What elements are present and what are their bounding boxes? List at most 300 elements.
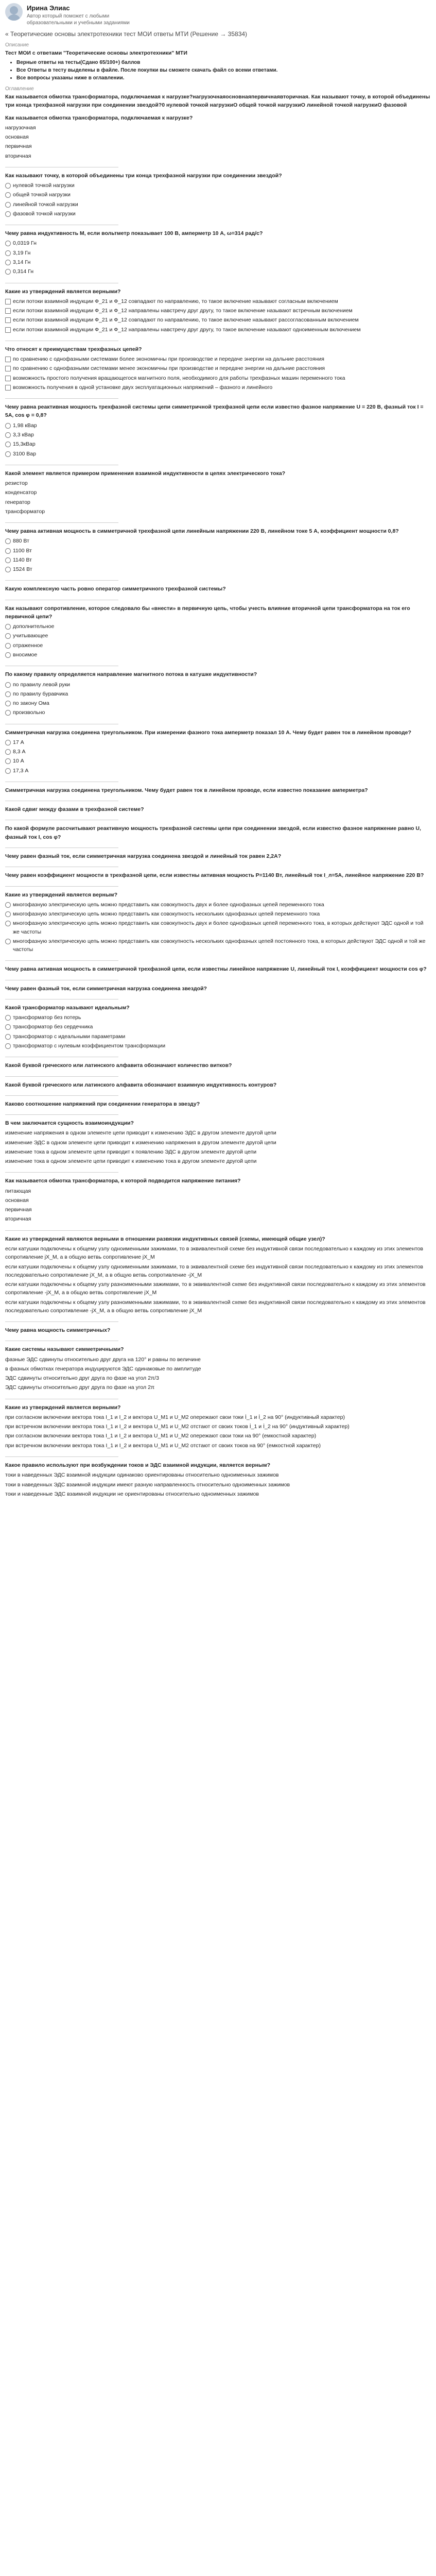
- answer-divider: [5, 815, 118, 820]
- radio-icon[interactable]: [5, 442, 11, 447]
- answer-option[interactable]: [5, 383, 431, 392]
- answer-option-label: дополнительное: [13, 623, 55, 630]
- question-text: Какие из утверждений являются верными в отношении развязки индуктивных связей (схемы, имеющей общие узел)?: [5, 1235, 325, 1242]
- answer-option[interactable]: [5, 1032, 431, 1041]
- question-text: Какие из утверждений является верными?: [5, 288, 121, 295]
- answer-option-label: 3100 Вар: [13, 450, 36, 457]
- question-text: Чему равна активная мощность в симметричной трехфазной цепи, если известны линейное напряжение U, линейный ток I, коэффициент мощности cos φ?: [5, 966, 427, 973]
- radio-icon[interactable]: [5, 1034, 11, 1040]
- answer-option-label: при согласном включении вектора тока I_1 и I_2 и вектора U_M1 и U_M2 опережают свои токи на 90° (емкостной характер): [5, 1433, 317, 1439]
- answer-option[interactable]: [5, 297, 431, 306]
- answer-option[interactable]: [5, 190, 431, 199]
- answer-divider: [5, 795, 118, 801]
- answer-option-label: в фазных обмотках генератора индуцируются ЭДС одинаковые по амплитуде: [5, 1365, 201, 1372]
- answer-divider: [5, 1335, 118, 1341]
- question-text: Чему равна мощность симметричных?: [5, 1327, 111, 1334]
- checkbox-icon[interactable]: [5, 357, 11, 362]
- question-text: Каково соотношение напряжений при соединении генератора в звезду?: [5, 1100, 200, 1107]
- answer-option-label: многофазную электрическую цепь можно представить как совокупность двух и более однофазных цепей переменного тока: [13, 901, 324, 908]
- answer-divider: [5, 1052, 118, 1057]
- answer-option[interactable]: [5, 1196, 431, 1205]
- answer-option[interactable]: [5, 546, 431, 555]
- answer-option-label: 1100 Вт: [13, 547, 32, 554]
- answer-option-label: учитывающее: [13, 633, 48, 639]
- answer-divider: [5, 776, 118, 782]
- answer-option-label: 880 Вт: [13, 538, 29, 545]
- answer-option-label: фазные ЭДС сдвинуты относительно друг друга на 120° и равны по величине: [5, 1356, 201, 1363]
- answer-option-label: многофазную электрическую цепь можно представить как совокупность нескольких однофазных цепей переменного тока: [13, 911, 320, 918]
- answer-option[interactable]: [5, 267, 431, 276]
- question-text: Какой буквой греческого или латинского алфавита обозначают взаимную индуктивность контуров?: [5, 1081, 277, 1088]
- answer-option[interactable]: [5, 1138, 431, 1147]
- question-block: [5, 172, 431, 225]
- answer-option-label: нагрузочная: [5, 124, 36, 131]
- answer-divider: [5, 595, 118, 600]
- radio-icon[interactable]: [5, 260, 11, 265]
- answer-option[interactable]: [5, 1413, 431, 1422]
- answer-option[interactable]: [5, 123, 431, 132]
- answer-option[interactable]: [5, 650, 431, 659]
- question-block: [5, 824, 431, 848]
- checkbox-icon[interactable]: [5, 366, 11, 371]
- question-block: [5, 871, 431, 886]
- toc-label: Оглавление: [5, 86, 34, 92]
- description-bullets: [5, 59, 431, 82]
- question-block: [5, 527, 431, 581]
- answer-option[interactable]: [5, 1262, 431, 1280]
- answer-divider: [5, 162, 118, 167]
- answer-divider: [5, 1090, 118, 1096]
- answer-option[interactable]: [5, 1298, 431, 1316]
- answer-option-label: ЭДС сдвинуты относительно друг друга по фазе на угол 2π: [5, 1384, 155, 1391]
- checkbox-icon[interactable]: [5, 327, 11, 333]
- answer-option[interactable]: [5, 756, 431, 766]
- answer-option-label: трансформатор: [5, 508, 45, 515]
- radio-icon[interactable]: [5, 202, 11, 208]
- answer-option-label: 10 А: [13, 758, 24, 765]
- answer-option[interactable]: [5, 1364, 431, 1374]
- answer-option[interactable]: [5, 1022, 431, 1031]
- question-block: [5, 1461, 431, 1499]
- answer-option[interactable]: [5, 747, 431, 756]
- answer-option-label: возможность простого получения вращающегося магнитного поля, необходимого для работы трехфазных машин переменного тока: [13, 375, 345, 381]
- answer-option-label: 3,3 кВар: [13, 431, 34, 438]
- answer-option-label: произвольно: [13, 709, 45, 716]
- radio-icon[interactable]: [5, 643, 11, 649]
- answer-option-label: 8,3 А: [13, 749, 26, 755]
- answer-option-label: вторичная: [5, 1216, 31, 1223]
- answer-option[interactable]: [5, 738, 431, 747]
- radio-icon[interactable]: [5, 939, 11, 944]
- author-description: Автор который поможет с любыми образовательными и учебными заданиями: [27, 13, 130, 26]
- answer-option[interactable]: [5, 555, 431, 565]
- answer-option[interactable]: [5, 708, 431, 717]
- description-title: Тест МОИ с ответами "Теоретические основы электротехники" МТИ: [5, 50, 187, 57]
- radio-icon[interactable]: [5, 183, 11, 189]
- radio-icon[interactable]: [5, 211, 11, 217]
- question-block: [5, 1004, 431, 1057]
- answer-option[interactable]: [5, 536, 431, 546]
- answer-option[interactable]: [5, 1441, 431, 1450]
- answer-divider: [5, 861, 118, 867]
- question-text: Как называется обмотка трансформатора, подключаемая к нагрузке?нагрузочнаяосновнаяпервичнаявторичная. Как называют точку, в которой объединены три конца трехфазной нагрузки при соединении звездой?0 нулевой точкой нагрузкиО общей точкой нагрузкиО линейной точкой нагрузкиО фазовой: [5, 94, 430, 109]
- question-text: Какой буквой греческого или латинского алфавита обозначают количество витков?: [5, 1062, 232, 1069]
- answer-option[interactable]: [5, 919, 431, 937]
- answer-option[interactable]: [5, 239, 431, 248]
- question-block: [5, 1061, 431, 1076]
- answer-option[interactable]: [5, 1128, 431, 1138]
- question-text: Какие из утверждений является верным?: [5, 891, 117, 898]
- answer-option-label: токи и наведенные ЭДС взаимной индукции не ориентированы относительно одноименных зажимов: [5, 1490, 259, 1497]
- question-text: Чему равна активная мощность в симметричной трехфазной цепи линейным напряжении 220 В, линейном токе 5 А, коэффициент мощности 0,8?: [5, 528, 399, 535]
- answer-option-label: по правилу буравчика: [13, 690, 68, 697]
- answer-option[interactable]: [5, 1157, 431, 1166]
- answer-option-label: изменение напряжения в одном элементе цепи приводит к изменению ЭДС в другом элементе другой цепи: [5, 1130, 276, 1137]
- answer-option-label: при встречном включении вектора тока I_1 и I_2 и вектора U_M1 и U_M2 отстают от своих токов İ_1 и İ_2 на 90° (индуктивный характер): [5, 1423, 350, 1430]
- question-text: Симметричная нагрузка соединена треугольником. При измерении фазного тока амперметр показал 10 А. Чему будет равен ток в линейном проводе?: [5, 729, 411, 736]
- radio-icon[interactable]: [5, 250, 11, 256]
- radio-icon[interactable]: [5, 538, 11, 544]
- question-block: [5, 670, 431, 724]
- answer-option[interactable]: [5, 766, 431, 775]
- answer-option-label: 0,314 Гн: [13, 268, 34, 275]
- question-block: [5, 1081, 431, 1096]
- answer-option[interactable]: [5, 1013, 431, 1022]
- radio-icon[interactable]: [5, 921, 11, 926]
- answer-divider: [5, 955, 118, 961]
- question-block: [5, 786, 431, 801]
- answer-option[interactable]: [5, 699, 431, 708]
- question-text: Симметричная нагрузка соединена треугольником. Чему будет равен ток в линейном проводе, если известно показание амперметра?: [5, 787, 368, 793]
- answer-divider: [5, 1451, 118, 1457]
- radio-icon[interactable]: [5, 557, 11, 563]
- radio-icon[interactable]: [5, 768, 11, 774]
- question-block: [5, 805, 431, 820]
- answer-option-label: если катушки подключены к общему узлу разноименными зажимами, то в эквивалентной схеме без индуктивной связи последовательно к каждому из этих элементов последовательно сопротивление -jX_M, а в общую ветвь сопротивление jX_M: [5, 1299, 426, 1314]
- radio-icon[interactable]: [5, 902, 11, 908]
- radio-icon[interactable]: [5, 624, 11, 630]
- answer-divider: [5, 1109, 118, 1115]
- radio-icon[interactable]: [5, 1043, 11, 1049]
- answer-option-label: 17 А: [13, 739, 24, 745]
- question-block: [5, 469, 431, 523]
- answer-option-label: по сравнению с однофазными системами менее экономичны при производстве и передаче энергии на дальние расстояния: [13, 365, 325, 372]
- radio-icon[interactable]: [5, 701, 11, 706]
- radio-icon[interactable]: [5, 740, 11, 745]
- answer-option[interactable]: [5, 1187, 431, 1196]
- checkbox-icon[interactable]: [5, 317, 11, 323]
- question-block: [5, 1119, 431, 1173]
- answer-option-label: питающая: [5, 1188, 31, 1194]
- question-text: Чему равен фазный ток, если симметричная нагрузка соединена звездой и линейный ток равен 2,2А?: [5, 853, 282, 859]
- question-text: Что относят к преимуществам трехфазных цепей?: [5, 346, 142, 352]
- answer-option-label: основная: [5, 134, 29, 141]
- description-bullet: • Верные ответы на тесты(Сдано 65/100+) баллов: [16, 59, 431, 66]
- answer-option-label: 17,3 А: [13, 767, 29, 774]
- answer-divider: [5, 219, 118, 225]
- answer-option[interactable]: [5, 1431, 431, 1440]
- answer-option-label: изменение тока в одном элементе цепи приводит к появлению ЭДС в другом элементе другой цепи: [5, 1148, 257, 1155]
- answer-option[interactable]: [5, 1355, 431, 1364]
- answer-option-label: резистор: [5, 480, 28, 487]
- answer-option-label: трансформатор без сердечника: [13, 1024, 93, 1030]
- answer-option-label: основная: [5, 1197, 29, 1204]
- answer-option[interactable]: [5, 142, 431, 151]
- answer-option-label: токи в наведенных ЭДС взаимной индукции имеют разную направленность относительно одноименных зажимов: [5, 1481, 290, 1488]
- answer-divider: [5, 393, 118, 399]
- answer-option-label: трансформатор с идеальными параметрами: [13, 1033, 126, 1040]
- answer-option-label: если катушки подключены к общему узлу одноименными зажимами, то в эквивалентной схеме без индуктивной связи последовательно к каждому из этих элементов последовательно сопротивление jX_M, а в общую ветвь сопротивление -jX_M: [5, 1263, 423, 1278]
- question-text: Чему равна индуктивность М, если вольтметр показывает 100 В, амперметр 10 А, ω=314 рад/с?: [5, 230, 263, 237]
- answer-option[interactable]: [5, 680, 431, 689]
- answer-option[interactable]: [5, 315, 431, 325]
- checkbox-icon[interactable]: [5, 376, 11, 381]
- question-text: Какие из утверждений является верными?: [5, 1404, 121, 1411]
- document-title: « Теоретические основы электротехники тест МОИ ответы МТИ (Решение → 35834): [5, 30, 248, 38]
- answer-option[interactable]: [5, 689, 431, 699]
- question-text: Чему равен фазный ток, если симметричная нагрузка соединена звездой?: [5, 985, 207, 992]
- answer-option[interactable]: [5, 258, 431, 267]
- answer-option[interactable]: [5, 209, 431, 218]
- question-text: Какой трансформатор называют идеальным?: [5, 1004, 130, 1011]
- question-block: [5, 345, 431, 399]
- answer-option-label: если потоки взаимной индукции Ф_21 и Ф_12 направлены навстречу друг другу, то такое включение называют одноименным включением: [13, 326, 361, 333]
- answer-divider: [5, 1167, 118, 1173]
- answer-option-label: по закону Ома: [13, 700, 49, 707]
- answer-option[interactable]: [5, 1374, 431, 1383]
- author-header: [5, 3, 431, 26]
- answer-option[interactable]: [5, 498, 431, 507]
- answer-option-label: возможность получения в одной установке двух эксплуатационных напряжений – фазного и линейного: [13, 384, 273, 391]
- answer-option-label: при встречном включении вектора тока I_1 и I_2 и вектора U_M1 и U_M2 отстают от своих токов на 90° (емкостной характер): [5, 1442, 321, 1449]
- answer-option-label: фазовой точкой нагрузки: [13, 210, 76, 217]
- checkbox-icon[interactable]: [5, 385, 11, 391]
- question-text: Какой элемент является примером применения взаимной индуктивности в цепях электрического тока?: [5, 470, 286, 477]
- answer-divider: [5, 719, 118, 724]
- answer-option[interactable]: [5, 1470, 431, 1480]
- answer-divider: [5, 1071, 118, 1077]
- answer-option-label: по правилу левой руки: [13, 681, 71, 688]
- description-bullet: • Все Ответы в тесту выделены в файле. После покупки вы сможете скачать файл со всеми ответами.: [16, 66, 431, 74]
- question-text: Как называют точку, в которой объединены три конца трехфазной нагрузки при соединении звездой?: [5, 172, 282, 179]
- answer-option[interactable]: [5, 1214, 431, 1224]
- question-block: [5, 604, 431, 667]
- question-text: Какие системы называют симметричными?: [5, 1346, 124, 1353]
- answer-option-label: трансформатор с нулевым коэффициентом трансформации: [13, 1042, 166, 1049]
- question-block: [5, 728, 431, 782]
- question-block: [5, 891, 431, 961]
- radio-icon[interactable]: [5, 749, 11, 755]
- question-block: [5, 585, 431, 600]
- answer-option-label: если потоки взаимной индукции Ф_21 и Ф_12 направлены навстречу друг другу, то такое включение называют встречным включением: [13, 308, 353, 314]
- answer-option[interactable]: [5, 1280, 431, 1298]
- answer-option-label: 3,14 Гн: [13, 259, 31, 265]
- answer-divider: [5, 335, 118, 341]
- radio-icon[interactable]: [5, 1024, 11, 1030]
- question-block: [5, 114, 431, 167]
- radio-icon[interactable]: [5, 710, 11, 716]
- question-text: По какой формуле рассчитывают реактивную мощность трехфазной системы цепи при соединении звездой, если известно фазное напряжение равно U, фазный ток I, cos φ?: [5, 825, 421, 840]
- answer-divider: [5, 842, 118, 848]
- answer-option[interactable]: [5, 200, 431, 209]
- answer-option[interactable]: [5, 631, 431, 640]
- answer-option-label: нулевой точкой нагрузки: [13, 182, 75, 189]
- question-block: [5, 1403, 431, 1457]
- answer-divider: [5, 881, 118, 887]
- question-text: Чему равна реактивная мощность трехфазной системы цепи симметричной трехфазной цепи если известно фазное напряжение U = 220 В, фазный ток I = 5А, cos φ = 0,8?: [5, 404, 424, 419]
- avatar[interactable]: [5, 3, 23, 21]
- question-text: Как называют сопротивление, которое следовало бы «внести» в первичную цепь, чтобы учесть влияние вторичной цепи трансформатора на ток его первичной цепи?: [5, 605, 410, 620]
- radio-icon[interactable]: [5, 423, 11, 429]
- answer-option-label: ЭДС сдвинуты относительно друг друга по фазе на угол 2π/3: [5, 1375, 159, 1382]
- answer-option-label: генератор: [5, 499, 30, 505]
- question-block: [5, 229, 431, 283]
- question-block: [5, 93, 431, 110]
- description-label: Описание: [5, 42, 29, 48]
- question-block: [5, 1326, 431, 1341]
- answer-option[interactable]: [5, 181, 431, 190]
- answer-option[interactable]: [5, 1041, 431, 1050]
- answer-option[interactable]: [5, 479, 431, 488]
- radio-icon[interactable]: [5, 432, 11, 438]
- answer-option-label: трансформатор без потерь: [13, 1014, 81, 1021]
- answer-option-label: 1524 Вт: [13, 566, 32, 573]
- answer-option-label: вносимое: [13, 652, 38, 658]
- question-text: Как называется обмотка трансформатора, подключаемая к нагрузке?: [5, 114, 193, 121]
- answer-option[interactable]: [5, 354, 431, 364]
- question-block: [5, 1100, 431, 1115]
- answer-divider: [5, 517, 118, 523]
- answer-divider: [5, 1225, 118, 1231]
- radio-icon[interactable]: [5, 1015, 11, 1021]
- answer-option[interactable]: [5, 248, 431, 258]
- question-list: [5, 93, 431, 1499]
- answer-option[interactable]: [5, 132, 431, 142]
- answer-option[interactable]: [5, 1205, 431, 1214]
- radio-icon[interactable]: [5, 911, 11, 917]
- radio-icon[interactable]: [5, 451, 11, 457]
- question-text: Какую комплексную часть ровно оператор симметричного трехфазной системы?: [5, 586, 226, 592]
- radio-icon[interactable]: [5, 652, 11, 658]
- question-text: По какому правилу определяется направление магнитного потока в катушке индуктивности?: [5, 671, 257, 678]
- author-name[interactable]: Ирина Элиас: [27, 4, 70, 12]
- answer-option[interactable]: [5, 151, 431, 161]
- question-block: [5, 1345, 431, 1399]
- question-text: Какое правило используют при возбуждении токов и ЭДС взаимной индукции, является верным?: [5, 1462, 270, 1469]
- answer-divider: [5, 994, 118, 999]
- answer-divider: [5, 460, 118, 465]
- answer-option[interactable]: [5, 421, 431, 430]
- answer-option[interactable]: [5, 488, 431, 497]
- description-bullet: • Все вопросы указаны ниже в оглавлении.: [16, 74, 431, 82]
- answer-option-label: при согласном включении вектора тока I_1 и I_2 и вектора U_M1 и U_M2 опережают свои токи İ_1 и İ_2 на 90° (индуктивный характер): [5, 1414, 345, 1420]
- answer-option-label: 15,3кВар: [13, 441, 36, 448]
- answer-option[interactable]: [5, 430, 431, 439]
- answer-option-label: если потоки взаимной индукции Ф_21 и Ф_12 совпадают по направлению, то такое включение называют рассогласованным включением: [13, 317, 359, 324]
- author-info: [27, 3, 130, 26]
- answer-option-label: по сравнению с однофазными системами более экономичны при производстве и передаче энергии на дальние расстояния: [13, 356, 324, 363]
- answer-option[interactable]: [5, 449, 431, 459]
- answer-option-label: первичная: [5, 1207, 32, 1213]
- answer-divider: [5, 1316, 118, 1322]
- answer-option[interactable]: [5, 641, 431, 650]
- question-text: Чему равен коэффициент мощности в трехфазной цепи, если известны активная мощность P=1140 Вт, линейный ток I_л=5А, линейное напряжение 220 В?: [5, 872, 424, 879]
- answer-divider: [5, 660, 118, 666]
- answer-option[interactable]: [5, 1147, 431, 1157]
- question-block: [5, 403, 431, 465]
- question-block: [5, 852, 431, 867]
- checkbox-icon[interactable]: [5, 308, 11, 314]
- radio-icon[interactable]: [5, 633, 11, 639]
- answer-option[interactable]: [5, 306, 431, 315]
- checkbox-icon[interactable]: [5, 299, 11, 304]
- answer-option[interactable]: [5, 909, 431, 919]
- answer-option-label: если потоки взаимной индукции Ф_21 и Ф_12 совпадают по направлению, то такое включение называют согласным включением: [13, 298, 338, 304]
- radio-icon[interactable]: [5, 241, 11, 246]
- answer-option[interactable]: [5, 364, 431, 373]
- answer-option-label: 1,98 кВар: [13, 422, 37, 429]
- answer-option-label: изменение тока в одном элементе цепи приводит к изменению тока в другом элементе другой цепи: [5, 1158, 257, 1165]
- radio-icon[interactable]: [5, 269, 11, 275]
- radio-icon[interactable]: [5, 548, 11, 554]
- answer-option[interactable]: [5, 325, 431, 334]
- radio-icon[interactable]: [5, 567, 11, 572]
- answer-option-label: 0,0319 Гн: [13, 240, 37, 247]
- answer-option-label: общей точкой нагрузки: [13, 192, 71, 198]
- radio-icon[interactable]: [5, 758, 11, 764]
- question-text: Как называется обмотка трансформатора, к которой подводится напряжение питания?: [5, 1178, 241, 1184]
- answer-option-label: отраженное: [13, 642, 43, 649]
- answer-option-label: если катушки подключены к общему узлу одноименными зажимами, то в эквивалентной схеме без индуктивной связи последовательно к каждому из этих элементов сопротивление jX_M, а в общую ветвь сопротивление jX_M: [5, 1245, 423, 1261]
- answer-divider: [5, 1394, 118, 1399]
- question-text: В чем заключается сущность взаимоиндукции?: [5, 1120, 134, 1127]
- answer-option[interactable]: [5, 439, 431, 449]
- question-block: [5, 1235, 431, 1322]
- answer-option[interactable]: [5, 1480, 431, 1489]
- answer-option[interactable]: [5, 900, 431, 909]
- answer-divider: [5, 975, 118, 980]
- answer-option-label: изменение ЭДС в одном элементе цепи приводит к изменению напряжения в другом элементе другой цепи: [5, 1139, 276, 1146]
- question-block: [5, 985, 431, 999]
- answer-option-label: 3,19 Гн: [13, 249, 31, 256]
- answer-option[interactable]: [5, 937, 431, 955]
- answer-option-label: многофазную электрическую цепь можно представить как совокупность нескольких однофазных цепей постоянного тока, в которых действуют ЭДС одной и той же частоты: [13, 938, 426, 953]
- question-block: [5, 965, 431, 980]
- radio-icon[interactable]: [5, 682, 11, 688]
- question-block: [5, 287, 431, 341]
- answer-option-label: 1140 Вт: [13, 556, 32, 563]
- answer-option[interactable]: [5, 1244, 431, 1262]
- answer-option-label: токи в наведенных ЭДС взаимной индукции одинаково ориентированы относительно одноименных зажимов: [5, 1472, 279, 1479]
- answer-option[interactable]: [5, 374, 431, 383]
- question-text: Какой сдвиг между фазами в трехфазной системе?: [5, 806, 144, 813]
- answer-option-label: линейной точкой нагрузки: [13, 201, 78, 208]
- answer-divider: [5, 278, 118, 283]
- question-block: [5, 1177, 431, 1230]
- answer-option[interactable]: [5, 622, 431, 631]
- answer-option[interactable]: [5, 565, 431, 574]
- answer-option-label: многофазную электрическую цепь можно представить как совокупность двух и более однофазных цепей переменного тока, в которых действуют ЭДС одной и той же частоты: [13, 920, 424, 935]
- answer-option[interactable]: [5, 1489, 431, 1499]
- radio-icon[interactable]: [5, 691, 11, 697]
- answer-divider: [5, 575, 118, 581]
- answer-option[interactable]: [5, 507, 431, 516]
- answer-option-label: вторичная: [5, 152, 31, 159]
- answer-option-label: первичная: [5, 143, 32, 150]
- answer-option[interactable]: [5, 1383, 431, 1392]
- answer-option[interactable]: [5, 1422, 431, 1431]
- radio-icon[interactable]: [5, 192, 11, 198]
